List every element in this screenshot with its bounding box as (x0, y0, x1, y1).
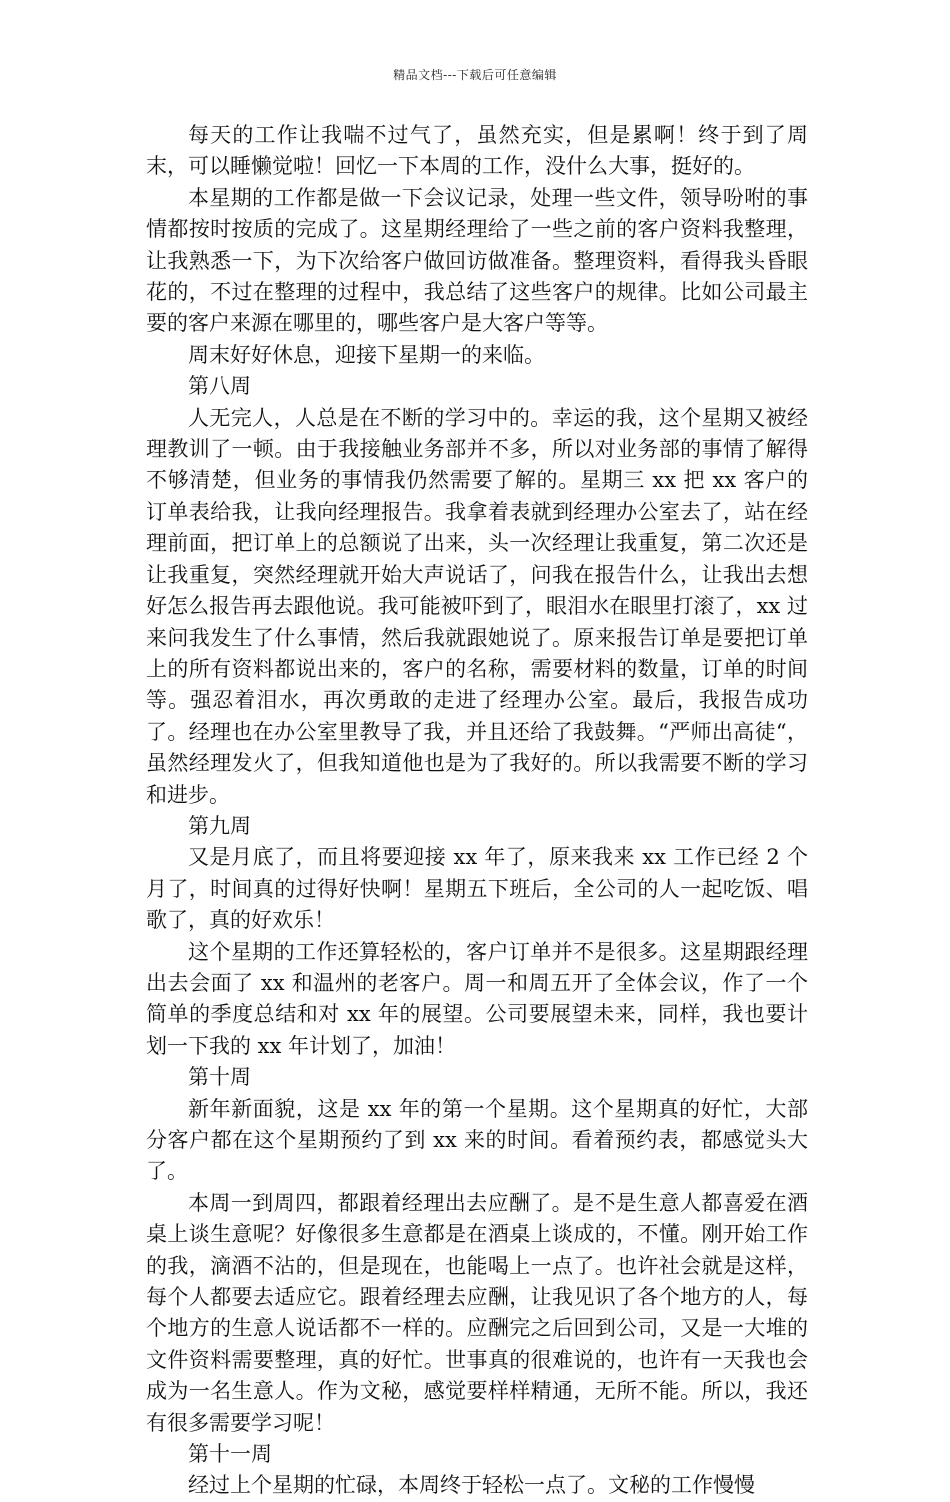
week-heading: 第十周 (188, 1065, 251, 1090)
week-heading: 第八周 (188, 374, 251, 399)
week-heading: 第十一周 (188, 1442, 272, 1467)
paragraph: 每天的工作让我喘不过气了，虽然充实，但是累啊！终于到了周末，可以睡懒觉啦！回忆一下本周的工作，没什么大事，挺好的。 (146, 123, 808, 179)
paragraph: 周末好好休息，迎接下星期一的来临。 (188, 342, 545, 367)
document-body (146, 120, 808, 1502)
paragraph: 经过上个星期的忙碌，本周终于轻松一点了。文秘的工作慢慢 (188, 1473, 755, 1498)
paragraph: 本周一到周四，都跟着经理出去应酬了。是不是生意人都喜爱在酒桌上谈生意呢？好像很多生意都是在酒桌上谈成的，不懂。刚开始工作的我，滴酒不沾的，但是现在，也能喝上一点了。也许社会就是这样，每个人都要去适应它。跟着经理去应酬，让我见识了各个地方的人，每个地方的生意人说话都不一样的。应酬完之后回到公司，又是一大堆的文件资料需要整理，真的好忙。世事真的很难说的，也许有一天我也会成为一名生意人。作为文秘，感觉要样样精通，无所不能。所以，我还有很多需要学习呢！ (146, 1190, 808, 1435)
paragraph: 本星期的工作都是做一下会议记录，处理一些文件，领导吩咐的事情都按时按质的完成了。这星期经理给了一些之前的客户资料我整理，让我熟悉一下，为下次给客户做回访做准备。整理资料，看得我头昏眼花的，不过在整理的过程中，我总结了这些客户的规律。比如公司最主要的客户来源在哪里的，哪些客户是大客户等等。 (146, 185, 808, 336)
paragraph: 新年新面貌，这是 xx 年的第一个星期。这个星期真的好忙，大部分客户都在这个星期预约了到 xx 来的时间。看着预约表，都感觉头大了。 (146, 1096, 808, 1184)
paragraph: 人无完人，人总是在不断的学习中的。幸运的我，这个星期又被经理教训了一顿。由于我接触业务部并不多，所以对业务部的事情了解得不够清楚，但业务的事情我仍然需要了解的。星期三 xx 把 xx 客户的订单表给我，让我向经理报告。我拿着表就到经理办公室去了，站在经理前面，把订单上的总额说了出来，头一次经理让我重复，第二次还是让我重复，突然经理就开始大声说话了，问我在报告什么，让我出去想好怎么报告再去跟他说。我可能被吓到了，眼泪水在眼里打滚了，xx 过来问我发生了什么事情，然后我就跟她说了。原来报告订单是要把订单上的所有资料都说出来的，客户的名称，需要材料的数量，订单的时间等。强忍着泪水，再次勇敢的走进了经理办公室。最后，我报告成功了。经理也在办公室里教导了我，并且还给了我鼓舞。“严师出高徒“，虽然经理发火了，但我知道他也是为了我好的。所以我需要不断的学习和进步。 (146, 405, 808, 807)
paragraph: 又是月底了，而且将要迎接 xx 年了，原来我来 xx 工作已经 2 个月了，时间真的过得好快啊！星期五下班后，全公司的人一起吃饭、唱歌了，真的好欢乐！ (146, 845, 808, 933)
week-heading: 第九周 (188, 813, 251, 838)
paragraph: 这个星期的工作还算轻松的，客户订单并不是很多。这星期跟经理出去会面了 xx 和温州的老客户。周一和周五开了全体会议，作了一个简单的季度总结和对 xx 年的展望。公司要展望未来，同样，我也要计划一下我的 xx 年计划了，加油！ (146, 939, 808, 1058)
document-header: 精品文档---下载后可任意编辑 (393, 68, 557, 82)
